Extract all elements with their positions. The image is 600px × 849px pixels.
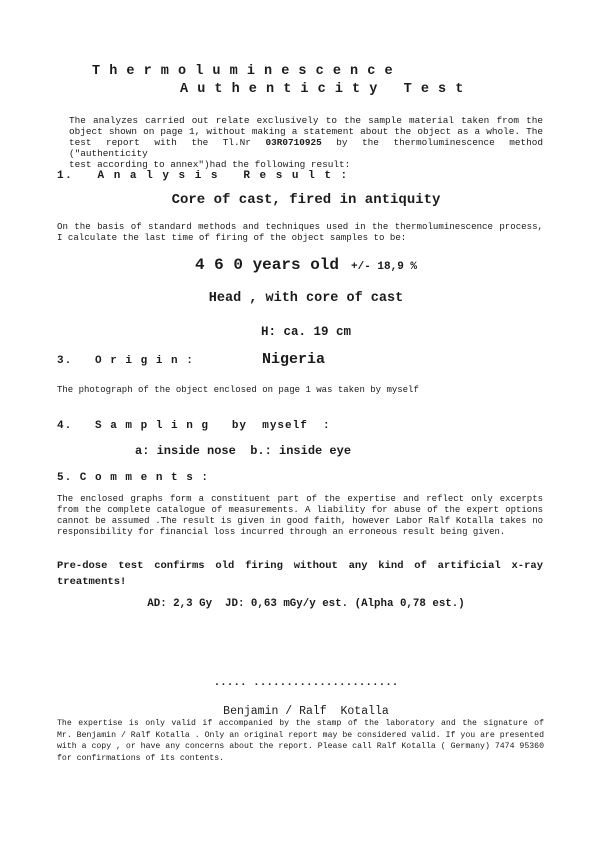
- signature-dots: ..... ......................: [213, 677, 399, 689]
- test-report-number: 03R0710925: [265, 137, 322, 148]
- comments-line-1: The enclosed graphs form a constituent part of the expertise and reflect only excerpts: [57, 494, 543, 504]
- document-title-line1: T h e r m o l u m i n e s c e n c e: [92, 64, 394, 79]
- comments-line-3: cannot be assumed .The result is given in good faith, however Labor Ralf Kotalla takes no: [57, 516, 543, 526]
- document-title-line2: A u t h e n t i c i t y T e s t: [180, 82, 464, 97]
- object-description: Head , with core of cast: [208, 291, 404, 306]
- signature-name: Benjamin / Ralf Kotalla: [223, 705, 389, 718]
- footer-line-4: for confirmations of its contents.: [57, 753, 225, 763]
- dose-values: AD: 2,3 Gy JD: 0,63 mGy/y est. (Alpha 0,78 est.): [147, 598, 465, 610]
- section-1-heading: 1. A n a l y s i s R e s u l t :: [57, 170, 349, 182]
- basis-line-1: On the basis of standard methods and techniques used in the thermoluminescence process,: [57, 221, 543, 232]
- section-3-heading: 3. O r i g i n :: [57, 355, 194, 367]
- intro-line-4: test according to annex")had the following result:: [69, 159, 351, 170]
- intro-line-2: object shown on page 1, without making a statement about the object as a whole. The: [69, 126, 543, 137]
- intro-line-3-post: by the thermoluminescence method ("authenticity: [69, 137, 544, 159]
- predose-line-1: Pre-dose test confirms old firing without any kind of artificial x-ray: [57, 560, 543, 572]
- analysis-result: Core of cast, fired in antiquity: [171, 192, 441, 208]
- section-4-heading: 4. S a m p l i n g by myself :: [57, 420, 331, 432]
- comments-paragraph: [57, 494, 543, 538]
- basis-paragraph: [57, 221, 543, 243]
- intro-line-3: [69, 137, 543, 159]
- footer-line-3: with a copy , or have any concerns about the report. Please call Ralf Kotalla ( Germany) 7474 95360: [57, 742, 544, 752]
- intro-line-3-pre: test report with the Tl.Nr: [69, 137, 266, 148]
- intro-paragraph: [69, 115, 543, 170]
- footer-line-2: Mr. Benjamin / Ralf Kotalla . Only an original report may be considered valid. If you are presented: [57, 730, 544, 740]
- predose-line-2: treatments!: [57, 576, 127, 588]
- basis-line-2: I calculate the last time of firing of the object samples to be:: [57, 232, 407, 243]
- sampling-locations: a: inside nose b.: inside eye: [135, 444, 352, 458]
- photo-note: The photograph of the object enclosed on page 1 was taken by myself: [57, 385, 419, 395]
- footer-line-1: The expertise is only valid if accompanied by the stamp of the laboratory and the signature of: [57, 719, 544, 728]
- footer-paragraph: [57, 718, 544, 764]
- age-line: [0, 256, 600, 274]
- age-value: 4 6 0 years old: [194, 256, 339, 274]
- object-height: H: ca. 19 cm: [260, 325, 351, 339]
- section-5-heading: 5. C o m m e n t s :: [57, 472, 210, 484]
- intro-line-1: The analyzes carried out relate exclusively to the sample material taken from the: [69, 115, 543, 126]
- predose-statement: [57, 558, 543, 590]
- origin-value: Nigeria: [262, 351, 326, 368]
- age-tolerance: +/- 18,9 %: [351, 261, 418, 273]
- comments-line-2: from the complete catalogue of measurements. A liability for abuse of the expert options: [57, 505, 543, 515]
- comments-line-4: responsibility for financial loss incurred through an erroneous result being given.: [57, 527, 506, 537]
